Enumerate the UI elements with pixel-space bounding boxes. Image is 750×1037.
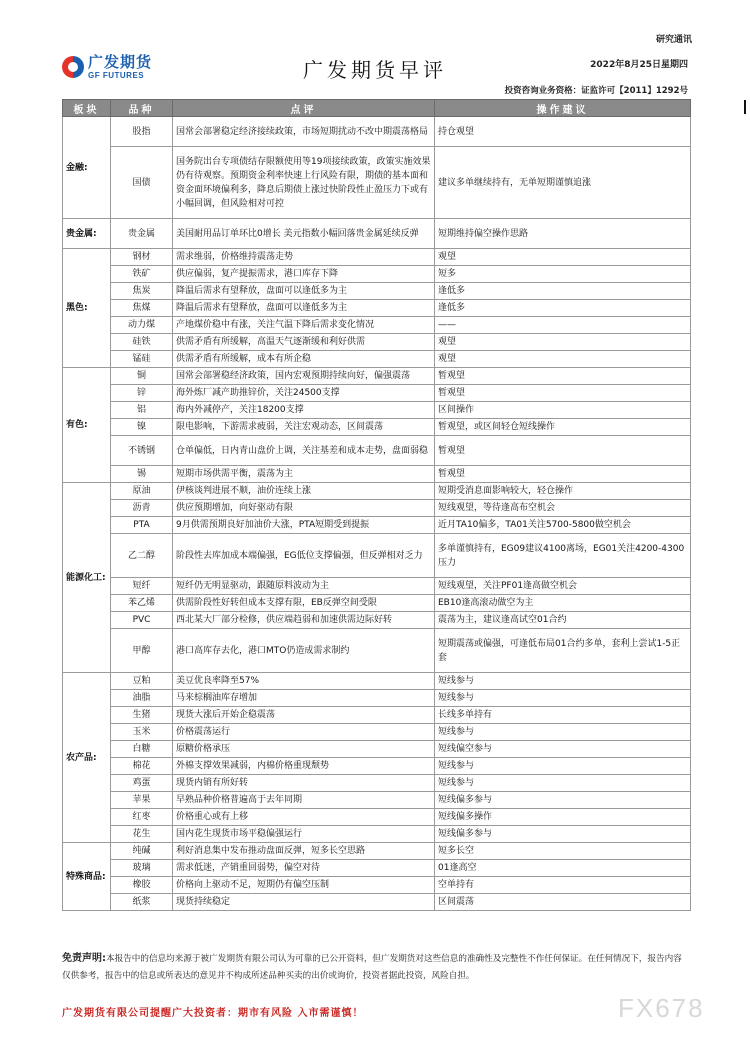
sector-cell: 能源化工:	[63, 483, 111, 673]
table-row	[63, 860, 691, 877]
product-cell: 原油	[111, 483, 173, 500]
comment-cell: 现货内销有所好转	[173, 775, 435, 792]
advice-cell: 观望	[435, 334, 691, 351]
product-cell: 锰硅	[111, 351, 173, 368]
comment-cell: 国内花生现货市场平稳偏强运行	[173, 826, 435, 843]
product-cell: 玉米	[111, 724, 173, 741]
table-row	[63, 809, 691, 826]
table-row	[63, 334, 691, 351]
advice-cell: 暂观望	[435, 466, 691, 483]
header-sector: 板块	[63, 100, 111, 117]
product-cell: 股指	[111, 117, 173, 147]
product-cell: 铜	[111, 368, 173, 385]
disclaimer-label: 免责声明:	[62, 953, 106, 964]
product-cell: 铝	[111, 402, 173, 419]
comment-cell: 阶段性去库加成本端偏强，EG低位支撑偏强，但反弹相对乏力	[173, 534, 435, 578]
table-row	[63, 534, 691, 578]
comment-cell: 现货持续稳定	[173, 894, 435, 911]
product-cell: 红枣	[111, 809, 173, 826]
table-row	[63, 707, 691, 724]
advice-cell: 短线参与	[435, 673, 691, 690]
report-header	[0, 0, 750, 96]
table-row	[63, 385, 691, 402]
table-row	[63, 466, 691, 483]
table-row	[63, 517, 691, 534]
advice-cell: 长线多单持有	[435, 707, 691, 724]
product-cell: 苯乙烯	[111, 595, 173, 612]
product-cell: 硅铁	[111, 334, 173, 351]
comment-cell: 供应偏弱，复产提振需求，港口库存下降	[173, 266, 435, 283]
product-cell: 国债	[111, 147, 173, 219]
advice-cell: 暂观望	[435, 436, 691, 466]
product-cell: 不锈钢	[111, 436, 173, 466]
advice-cell: 区间震荡	[435, 894, 691, 911]
table-row	[63, 578, 691, 595]
product-cell: 白糖	[111, 741, 173, 758]
product-cell: 乙二醇	[111, 534, 173, 578]
advice-cell: 短线偏多参与	[435, 826, 691, 843]
table-row	[63, 673, 691, 690]
advice-cell: 观望	[435, 351, 691, 368]
header-comment: 点评	[173, 100, 435, 117]
comment-cell: 价格重心或有上移	[173, 809, 435, 826]
table-row	[63, 249, 691, 266]
comment-cell: 产地煤价稳中有涨，关注气温下降后需求变化情况	[173, 317, 435, 334]
header-product: 品种	[111, 100, 173, 117]
sector-cell: 有色:	[63, 368, 111, 483]
advice-cell: 逢低多	[435, 300, 691, 317]
advice-cell: EB10逢高滚动做空为主	[435, 595, 691, 612]
comment-cell: 供需阶段性好转但成本支撑有限，EB反弹空间受限	[173, 595, 435, 612]
table-row	[63, 877, 691, 894]
comment-cell: 短纤仍无明显驱动，跟随原料波动为主	[173, 578, 435, 595]
disclaimer-text: 本报告中的信息均来源于被广发期货有限公司认为可靠的已公开资料，但广发期货对这些信息的准确性及完整性不作任何保证。在任何情况下，报告内容仅供参考，报告中的信息或所表达的意见并不构成所述品种买卖的出价或询价，投资者据此投资，风险自担。	[62, 954, 682, 981]
advice-cell: 短线偏空参与	[435, 741, 691, 758]
license-number: 投资咨询业务资格：证监许可【2011】1292号	[504, 86, 688, 96]
table-row	[63, 283, 691, 300]
advice-cell: 短线观望，关注PF01逢高做空机会	[435, 578, 691, 595]
product-cell: 动力煤	[111, 317, 173, 334]
comment-cell: 美国耐用品订单环比0增长 美元指数小幅回落贵金属延续反弹	[173, 219, 435, 249]
table-row	[63, 436, 691, 466]
product-cell: PVC	[111, 612, 173, 629]
comment-cell: 9月供需预期良好加油价大涨，PTA短期受到提振	[173, 517, 435, 534]
product-cell: 锡	[111, 466, 173, 483]
table-row	[63, 758, 691, 775]
table-row	[63, 351, 691, 368]
comment-cell: 需求低迷，产销重回弱势，偏空对待	[173, 860, 435, 877]
comment-cell: 供需矛盾有所缓解，成本有所企稳	[173, 351, 435, 368]
risk-reminder: 广发期货有限公司提醒广大投资者：期市有风险 入市需谨慎！	[62, 1008, 364, 1019]
table-row	[63, 826, 691, 843]
advice-cell: 空单持有	[435, 877, 691, 894]
table-row	[63, 741, 691, 758]
comment-cell: 国务院出台专项债结存限额使用等19项接续政策，政策实施效果仍有待观察。预期资金利率快速上行风险有限，期债的基本面和资金面环境偏利多，降息后期债上涨过快阶段性止盈压力下或有小幅回调，但风险相对可控	[173, 147, 435, 219]
advice-cell: 持仓观望	[435, 117, 691, 147]
product-cell: 纯碱	[111, 843, 173, 860]
product-cell: 钢材	[111, 249, 173, 266]
product-cell: 铁矿	[111, 266, 173, 283]
product-cell: 生猪	[111, 707, 173, 724]
product-cell: 甲醇	[111, 629, 173, 673]
comment-cell: 短期市场供需平衡，震荡为主	[173, 466, 435, 483]
product-cell: 棉花	[111, 758, 173, 775]
advice-cell: 短线偏多操作	[435, 809, 691, 826]
product-cell: 锌	[111, 385, 173, 402]
advice-cell: 暂观望，或区间轻仓短线操作	[435, 419, 691, 436]
table-row	[63, 595, 691, 612]
comment-cell: 价格震荡运行	[173, 724, 435, 741]
advice-cell: 暂观望	[435, 368, 691, 385]
report-date: 2022年8月25日星期四	[590, 60, 688, 70]
comment-cell: 外棉支撑效果减弱，内棉价格重现颓势	[173, 758, 435, 775]
product-cell: 油脂	[111, 690, 173, 707]
comment-cell: 需求维弱，价格维持震荡走势	[173, 249, 435, 266]
comment-cell: 美豆优良率降至57%	[173, 673, 435, 690]
table-row	[63, 724, 691, 741]
commentary-table	[62, 99, 691, 911]
advice-cell: 短线参与	[435, 775, 691, 792]
comment-cell: 国常会部署稳经济政策，国内宏观预期持续向好，偏强震荡	[173, 368, 435, 385]
table-row	[63, 117, 691, 147]
table-row	[63, 629, 691, 673]
table-row	[63, 368, 691, 385]
product-cell: 豆粕	[111, 673, 173, 690]
logo-cn-text: 广发期货	[88, 52, 153, 71]
product-cell: 花生	[111, 826, 173, 843]
table-row	[63, 147, 691, 219]
doc-type: 研究通讯	[655, 35, 692, 45]
sector-cell: 黑色:	[63, 249, 111, 368]
comment-cell: 降温后需求有望释放，盘面可以逢低多为主	[173, 283, 435, 300]
product-cell: 鸡蛋	[111, 775, 173, 792]
sector-cell: 贵金属:	[63, 219, 111, 249]
advice-cell: 建议多单继续持有，无单短期谨慎追涨	[435, 147, 691, 219]
comment-cell: 海内外减停产，关注18200支撑	[173, 402, 435, 419]
product-cell: 短纤	[111, 578, 173, 595]
advice-cell: 短期震荡或偏强，可逢低布局01合约多单，套利上尝试1-5正套	[435, 629, 691, 673]
comment-cell: 供需矛盾有所缓解，高温天气逐渐缓和利好供需	[173, 334, 435, 351]
comment-cell: 国常会部署稳定经济接续政策，市场短期扰动不改中期震荡格局	[173, 117, 435, 147]
advice-cell: 短线参与	[435, 724, 691, 741]
logo-en-text: GF FUTURES	[88, 70, 145, 80]
product-cell: 纸浆	[111, 894, 173, 911]
comment-cell: 仓单偏低，日内青山盘价上调，关注基差和成本走势，盘面弱稳	[173, 436, 435, 466]
table-row	[63, 843, 691, 860]
comment-cell: 供应预期增加，向好驱动有限	[173, 500, 435, 517]
advice-cell: 短线观望，等待逢高布空机会	[435, 500, 691, 517]
advice-cell: 逢低多	[435, 283, 691, 300]
comment-cell: 港口高库存去化，港口MTO仍造成需求制约	[173, 629, 435, 673]
table-row	[63, 402, 691, 419]
product-cell: 焦煤	[111, 300, 173, 317]
product-cell: 沥青	[111, 500, 173, 517]
product-cell: 苹果	[111, 792, 173, 809]
sector-cell: 金融:	[63, 117, 111, 219]
table-row	[63, 894, 691, 911]
table-row	[63, 419, 691, 436]
comment-cell: 降温后需求有望释放，盘面可以逢低多为主	[173, 300, 435, 317]
comment-cell: 马来棕榈油库存增加	[173, 690, 435, 707]
product-cell: 焦炭	[111, 283, 173, 300]
advice-cell: 短多	[435, 266, 691, 283]
advice-cell: 暂观望	[435, 385, 691, 402]
advice-cell: 短线偏多参与	[435, 792, 691, 809]
sector-cell: 农产品:	[63, 673, 111, 843]
table-row	[63, 792, 691, 809]
table-body	[63, 117, 691, 911]
product-cell: 橡胶	[111, 877, 173, 894]
product-cell: 镍	[111, 419, 173, 436]
comment-cell: 现货大涨后开始企稳震荡	[173, 707, 435, 724]
product-cell: 贵金属	[111, 219, 173, 249]
advice-cell: 01逢高空	[435, 860, 691, 877]
comment-cell: 限电影响，下游需求疲弱，关注宏观动态，区间震荡	[173, 419, 435, 436]
product-cell: 玻璃	[111, 860, 173, 877]
advice-cell: 观望	[435, 249, 691, 266]
product-cell: PTA	[111, 517, 173, 534]
comment-cell: 伊核谈判进展不顺，油价连续上涨	[173, 483, 435, 500]
sector-cell: 特殊商品:	[63, 843, 111, 911]
text-cursor-icon	[744, 100, 746, 114]
table-row	[63, 500, 691, 517]
table-row	[63, 690, 691, 707]
comment-cell: 西北某大厂部分检修，供应端趋弱和加速供需边际好转	[173, 612, 435, 629]
advice-cell: 震荡为主，建议逢高试空01合约	[435, 612, 691, 629]
advice-cell: 短线参与	[435, 758, 691, 775]
advice-cell: ——	[435, 317, 691, 334]
advice-cell: 近月TA10偏多，TA01关注5700-5800做空机会	[435, 517, 691, 534]
advice-cell: 短线参与	[435, 690, 691, 707]
disclaimer	[62, 950, 690, 985]
advice-cell: 短期维持偏空操作思路	[435, 219, 691, 249]
comment-cell: 早熟品种价格普遍高于去年同期	[173, 792, 435, 809]
advice-cell: 区间操作	[435, 402, 691, 419]
page-title: 广发期货早评	[303, 58, 447, 82]
advice-cell: 多单谨慎持有，EG09建议4100离场，EG01关注4200-4300压力	[435, 534, 691, 578]
advice-cell: 短期受消息面影响较大，轻仓操作	[435, 483, 691, 500]
table-row	[63, 483, 691, 500]
table-row	[63, 266, 691, 283]
header-advice: 操作建议	[435, 100, 691, 117]
comment-cell: 原糖价格承压	[173, 741, 435, 758]
table-row	[63, 317, 691, 334]
comment-cell: 利好消息集中发布推动盘面反弹，短多长空思路	[173, 843, 435, 860]
table-row	[63, 775, 691, 792]
fx678-watermark: FX678	[618, 993, 705, 1023]
table-row	[63, 300, 691, 317]
table-header-row	[63, 100, 691, 117]
comment-cell: 海外炼厂减产助推锌价，关注24500支撑	[173, 385, 435, 402]
table-row	[63, 219, 691, 249]
comment-cell: 价格向上驱动不足，短期仍有偏空压制	[173, 877, 435, 894]
table-row	[63, 612, 691, 629]
advice-cell: 短多长空	[435, 843, 691, 860]
